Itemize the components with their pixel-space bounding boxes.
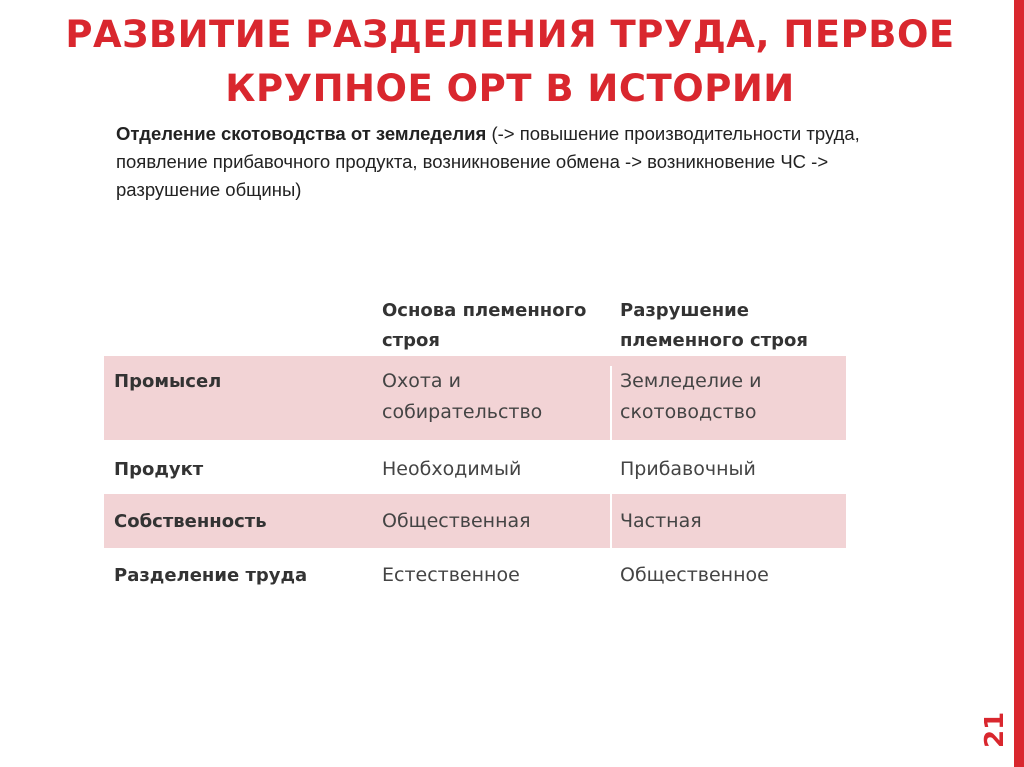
- table-row: [104, 440, 846, 494]
- row-label: Разделение труда: [114, 565, 308, 586]
- intro-paragraph: [116, 120, 896, 204]
- slide-title: [30, 8, 990, 116]
- cell-destruction: Частная: [610, 494, 846, 548]
- cell-basis: Охота и собирательство: [382, 370, 543, 423]
- row-label: Промысел: [114, 371, 222, 392]
- accent-bar: [1014, 0, 1024, 767]
- row-label: Продукт: [114, 459, 204, 480]
- cell-destruction: Земледелие и скотоводство: [610, 366, 846, 440]
- intro-rest-text: (-> повышение производительности труда, появление прибавочного продукта, возникновение обмена -> возникновение ЧС -> разрушение общины): [116, 123, 860, 200]
- comparison-table: [104, 296, 846, 602]
- table-row: [104, 494, 846, 548]
- slide-title-line-1: РАЗВИТИЕ РАЗДЕЛЕНИЯ ТРУДА, ПЕРВОЕ: [65, 13, 955, 56]
- cell-destruction: Прибавочный: [620, 458, 756, 480]
- header-basis: Основа племенного строя: [382, 300, 587, 351]
- row-label: Собственность: [114, 511, 267, 532]
- table-row: [104, 548, 846, 602]
- cell-basis: Необходимый: [382, 458, 522, 480]
- table-header: [104, 296, 846, 356]
- cell-destruction: Общественное: [620, 564, 769, 586]
- page-number: 21: [980, 711, 1010, 749]
- table-row: [104, 356, 846, 440]
- cell-basis: Общественная: [382, 510, 531, 532]
- intro-bold-text: Отделение скотоводства от земледелия: [116, 123, 487, 144]
- slide-title-line-2: КРУПНОЕ ОРТ В ИСТОРИИ: [225, 67, 795, 110]
- cell-basis: Естественное: [382, 564, 520, 586]
- header-destruction: Разрушение племенного строя: [620, 300, 808, 351]
